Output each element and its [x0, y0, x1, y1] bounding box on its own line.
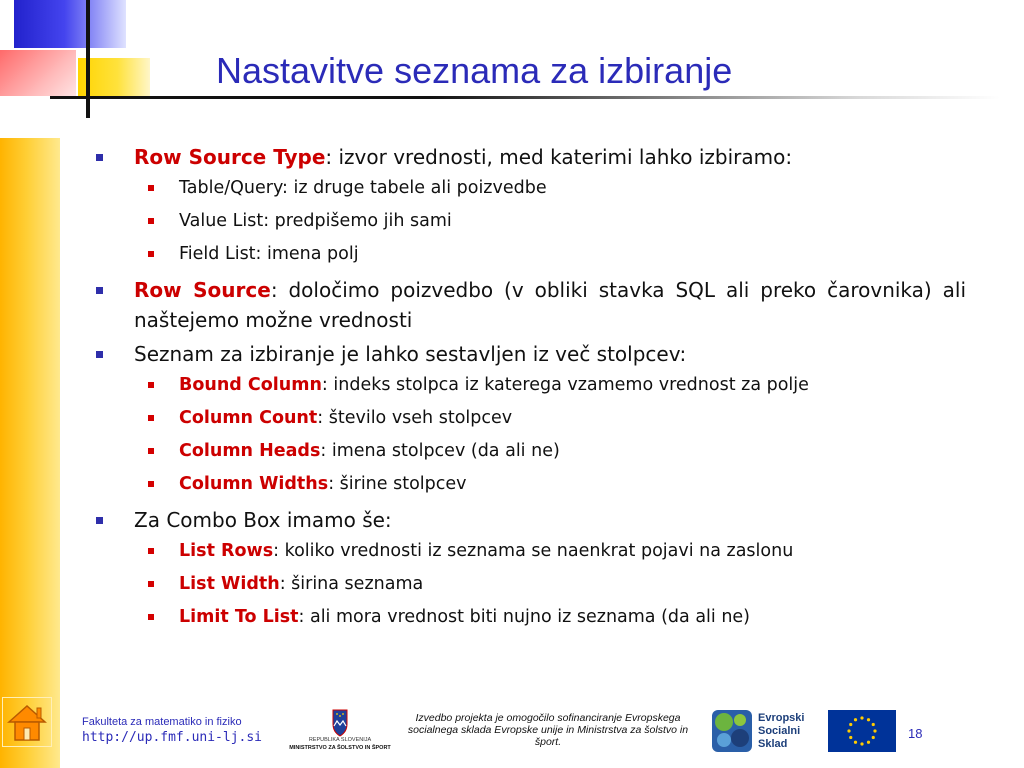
square-bullet-icon: [96, 351, 103, 358]
sub-bullet-item: [96, 539, 966, 563]
small-square-bullet-icon: [148, 581, 154, 587]
decor-blue-square: [14, 0, 126, 48]
bullet-text: : širina seznama: [279, 574, 424, 594]
bullet-text: Za Combo Box imamo še:: [134, 508, 392, 532]
eu-star: [873, 729, 876, 732]
eu-star: [854, 741, 857, 744]
small-square-bullet-icon: [148, 218, 154, 224]
small-square-bullet-icon: [148, 448, 154, 454]
sub-bullet-item: [96, 176, 966, 200]
property-term: List Rows: [179, 541, 274, 561]
small-square-bullet-icon: [148, 415, 154, 421]
small-square-bullet-icon: [148, 548, 154, 554]
bullet-text: : indeks stolpca iz katerega vzamemo vrednost za polje: [321, 375, 809, 395]
bullet-text: Seznam za izbiranje je lahko sestavljen iz več stolpcev:: [134, 342, 687, 366]
sub-bullet-item: [96, 605, 966, 629]
bullet-item: [96, 505, 966, 535]
ministry-line2: MINISTRSTVO ZA ŠOLSTVO IN ŠPORT: [289, 745, 391, 751]
bullet-text: : imena stolpcev (da ali ne): [320, 441, 560, 461]
bullet-text: : izvor vrednosti, med katerimi lahko izbiramo:: [325, 145, 793, 169]
bullet-item: [96, 142, 966, 172]
property-term: Bound Column: [179, 375, 322, 395]
ministry-line1: REPUBLIKA SLOVENIJA: [308, 737, 372, 743]
eu-star: [847, 729, 850, 732]
faculty-name: Fakulteta za matematiko in fiziko: [82, 716, 242, 728]
bullet-text: : določimo poizvedbo (v obliki stavka SQL ali preko čarovnika) ali naštejemo možne vrednosti: [134, 278, 966, 332]
small-square-bullet-icon: [148, 382, 154, 388]
eu-star: [849, 723, 852, 726]
eu-star: [849, 736, 852, 739]
decor-vertical-line: [86, 0, 90, 118]
bullet-text: Table/Query: iz druge tabele ali poizvedbe: [179, 178, 547, 198]
bullet-text: : koliko vrednosti iz seznama se naenkrat pojavi na zaslonu: [273, 541, 794, 561]
property-term: Column Heads: [179, 441, 321, 461]
esf-word-2: Socialni: [758, 725, 801, 737]
eu-star: [860, 742, 863, 745]
sub-bullet-item: [96, 373, 966, 397]
bullet-text: Field List: imena polj: [179, 244, 359, 264]
eu-star: [872, 736, 875, 739]
property-term: Column Widths: [179, 474, 329, 494]
sub-bullet-item: [96, 209, 966, 233]
bullet-text: : ali mora vrednost biti nujno iz seznama (da ali ne): [298, 607, 751, 627]
esf-word-3: Sklad: [758, 738, 788, 750]
project-funding-text: Izvedbo projekta je omogočilo sofinanciranje Evropskega socialnega sklada Evropske unije in Ministrstva za šolstvo in šport.: [407, 712, 689, 748]
sub-bullet-item: [96, 242, 966, 266]
slide-title: Nastavitve seznama za izbiranje: [216, 50, 733, 91]
eu-star: [867, 741, 870, 744]
eu-star: [860, 716, 863, 719]
small-square-bullet-icon: [148, 481, 154, 487]
slide-content: [96, 142, 966, 638]
property-term: Row Source: [134, 278, 271, 302]
title-underline: [50, 96, 1000, 99]
eu-flag-icon: [828, 710, 896, 752]
bullet-item: [96, 339, 966, 369]
small-square-bullet-icon: [148, 251, 154, 257]
page-number: 18: [908, 726, 923, 741]
faculty-url-link[interactable]: http://up.fmf.uni-lj.si: [82, 730, 263, 745]
bullet-text: Value List: predpišemo jih sami: [179, 211, 452, 231]
sub-bullet-item: [96, 472, 966, 496]
small-square-bullet-icon: [148, 185, 154, 191]
sub-bullet-item: [96, 439, 966, 463]
small-square-bullet-icon: [148, 614, 154, 620]
sub-bullet-item: [96, 572, 966, 596]
square-bullet-icon: [96, 287, 103, 294]
eu-star: [854, 718, 857, 721]
bullet-item: [96, 275, 966, 335]
bullet-text: : širine stolpcev: [328, 474, 467, 494]
home-button[interactable]: [2, 697, 52, 747]
property-term: List Width: [179, 574, 280, 594]
esf-logo: [710, 708, 810, 754]
home-icon: [3, 698, 51, 746]
bullet-text: : število vseh stolpcev: [317, 408, 513, 428]
eu-star: [867, 718, 870, 721]
eu-star: [872, 723, 875, 726]
square-bullet-icon: [96, 154, 103, 161]
square-bullet-icon: [96, 517, 103, 524]
esf-logo-icon: [710, 708, 754, 754]
property-term: Column Count: [179, 408, 318, 428]
sub-bullet-item: [96, 406, 966, 430]
side-stripe: [0, 138, 60, 768]
property-term: Limit To List: [179, 607, 299, 627]
esf-word-1: Evropski: [758, 712, 805, 724]
property-term: Row Source Type: [134, 145, 326, 169]
decor-red-square: [0, 50, 76, 96]
